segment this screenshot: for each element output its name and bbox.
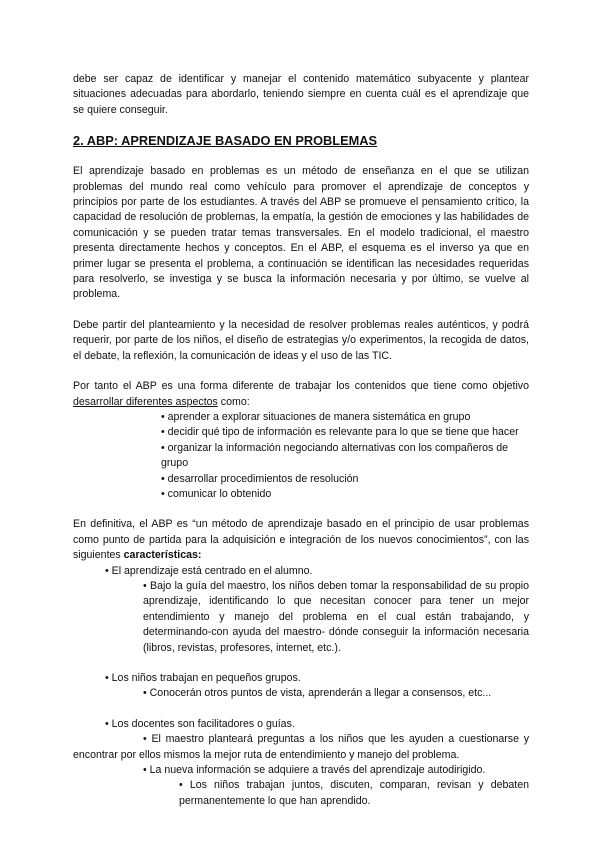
characteristic-3-detail bbox=[73, 732, 529, 763]
characteristic-3-title: • Los docentes son facilitadores o guías. bbox=[73, 717, 529, 732]
paragraph-1: El aprendizaje basado en problemas es un método de enseñanza en el que se utilizan problemas del mundo real como vehículo para promover el aprendizaje de conceptos y principios por parte de los estudiantes. A través del ABP se promueve el pensamiento crítico, la capacidad de resolución de problemas, la empatía, la gestión de emociones y las habilidades de comunicación y se pueden tratar temas transversales. En el modelo tradicional, el maestro presenta directamente hechos y conceptos. En el ABP, el esquema es el inverso ya que en primer lugar se presenta el problema, a continuación se identifican las necesidades requeridas para resolverlo, se investiga y se busca la información necesaria y por último, se vuelve al problema. bbox=[73, 165, 529, 301]
characteristic-3-sub-title: • La nueva información se adquiere a través del aprendizaje autodirigido. bbox=[73, 763, 529, 778]
list-item: • desarrollar procedimientos de resolución bbox=[73, 472, 529, 487]
paragraph-2: Debe partir del planteamiento y la necesidad de resolver problemas reales auténticos, y podrá requerir, por parte de los niños, el diseño de estrategias y/o experimentos, la recogida de datos, el debate, la reflexión, la comunicación de ideas y el uso de las TIC. bbox=[73, 318, 529, 362]
paragraph-3 bbox=[73, 379, 529, 410]
list-item: • aprender a explorar situaciones de manera sistemática en grupo bbox=[73, 410, 529, 425]
list-item: • organizar la información negociando alternativas con los compañeros de grupo bbox=[73, 441, 529, 472]
list-item: • decidir qué tipo de información es relevante para lo que se tiene que hacer bbox=[73, 425, 529, 440]
characteristic-3-detail-text: El maestro planteará preguntas a los niños que les ayuden a cuestionarse y encontrar por ellos mismos la mejor ruta de entendimiento y manejo del problema. bbox=[73, 733, 529, 761]
list-item: • comunicar lo obtenido bbox=[73, 487, 529, 502]
characteristic-1-detail: • Bajo la guía del maestro, los niños deben tomar la responsabilidad de su propio aprendizaje, identificando lo que necesitan conocer para tener un mejor entendimiento y manejo del problema en el cual están trabajando, y determinando-con ayuda del maestro- dónde conseguir la información necesaria (libros, revistas, profesores, internet, etc.). bbox=[73, 579, 529, 656]
characteristic-2-detail: • Conocerán otros puntos de vista, aprenderán a llegar a consensos, etc... bbox=[73, 686, 529, 701]
characteristic-3-sub-detail: • Los niños trabajan juntos, discuten, comparan, revisan y debaten permanentemente lo que han aprendido. bbox=[73, 778, 529, 809]
paragraph-3-tail: como: bbox=[217, 395, 250, 408]
paragraph-4-bold: características: bbox=[123, 549, 202, 562]
document-page bbox=[73, 72, 529, 809]
characteristic-1-title: • El aprendizaje está centrado en el alumno. bbox=[73, 564, 529, 579]
paragraph-3-underlined: desarrollar diferentes aspectos bbox=[73, 395, 218, 408]
characteristic-2-title: • Los niños trabajan en pequeños grupos. bbox=[73, 671, 529, 686]
paragraph-3-lead: Por tanto el ABP es una forma diferente de trabajar los contenidos que tiene como objetivo bbox=[73, 380, 529, 393]
aspects-list bbox=[73, 410, 529, 502]
intro-paragraph: debe ser capaz de identificar y manejar el contenido matemático subyacente y plantear situaciones adecuadas para abordarlo, teniendo siempre en cuenta cuál es el aprendizaje que se quiere conseguir. bbox=[73, 73, 529, 116]
paragraph-4-lead: En definitiva, el ABP es “un método de aprendizaje basado en el principio de usar problemas como punto de partida para la adquisición e integración de los nuevos conocimientos”, con las siguientes bbox=[73, 518, 529, 562]
paragraph-4 bbox=[73, 517, 529, 563]
section-heading: 2. ABP: APRENDIZAJE BASADO EN PROBLEMAS bbox=[73, 133, 378, 149]
